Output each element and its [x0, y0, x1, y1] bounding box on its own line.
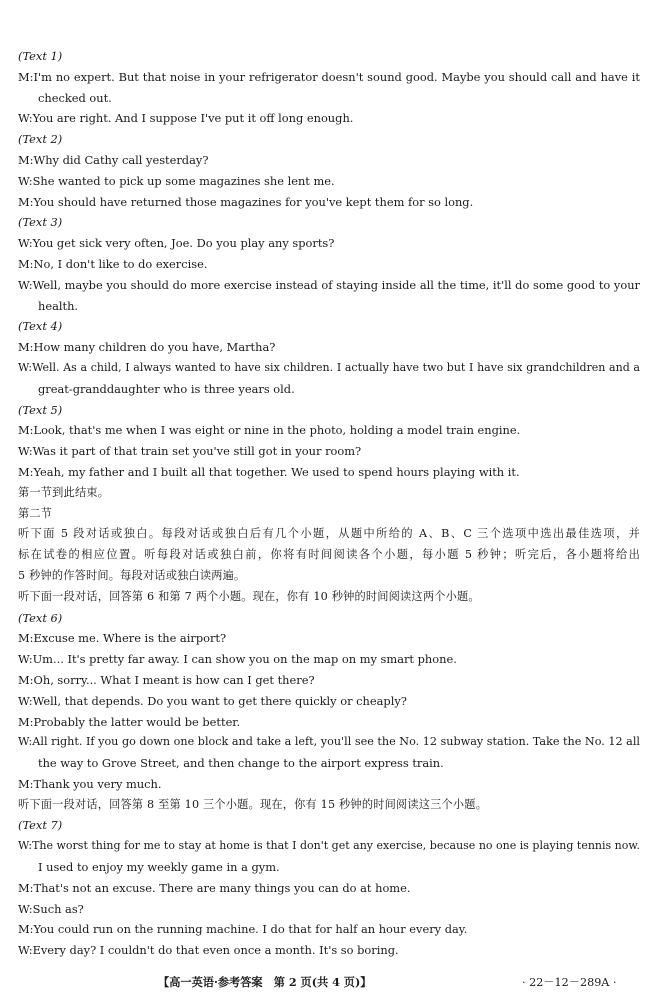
line-text: That's not an excuse. There are many things you can do at home. [33, 880, 411, 895]
instruction-line [18, 566, 640, 587]
dialog-line [18, 358, 640, 379]
line-text: I'm no expert. But that noise in your refrigerator doesn't sound good. Maybe you should call and have it [33, 69, 640, 84]
speaker-tag: M: [18, 880, 34, 895]
line-text: (Text 2) [18, 132, 63, 147]
line-text: Um... It's pretty far away. I can show you on the map on my smart phone. [32, 652, 457, 667]
dialog-line [18, 878, 640, 899]
line-text: Why did Cathy call yesterday? [33, 152, 209, 167]
dialog-line [18, 337, 640, 358]
line-text: How many children do you have, Martha? [33, 340, 276, 355]
line-text: the way to Grove Street, and then change to the airport express train. [38, 756, 444, 771]
line-text: 听下面 5 段对话或独白。每段对话或独白后有几个小题，从题中所给的 A、B、C 三个选项中选出最佳选项，并 [18, 527, 640, 541]
dialog-continuation-line [18, 296, 640, 317]
dialog-line [18, 899, 640, 920]
text-section-label [18, 608, 640, 629]
dialog-line [18, 150, 640, 171]
line-text: I used to enjoy my weekly game in a gym. [38, 860, 280, 875]
speaker-tag: M: [18, 714, 34, 729]
speaker-tag: W: [18, 277, 33, 292]
text-section-label [18, 129, 640, 150]
speaker-tag: W: [18, 901, 33, 916]
footer-document-code: · 22－12－289A · [522, 976, 617, 989]
dialog-line [18, 462, 640, 483]
line-text: 听下面一段对话，回答第 8 至第 10 三个小题。现在，你有 15 秒钟的时间阅读这三个小题。 [18, 797, 488, 811]
text-section-label [18, 46, 640, 67]
dialog-line [18, 670, 640, 691]
dialog-line [18, 254, 640, 275]
line-text: Excuse me. Where is the airport? [33, 631, 227, 646]
dialog-line [18, 628, 640, 649]
line-text: Well, that depends. Do you want to get there quickly or cheaply? [32, 693, 407, 708]
dialog-line [18, 691, 640, 712]
line-text: Probably the latter would be better. [33, 714, 241, 729]
speaker-tag: W: [18, 236, 33, 251]
speaker-tag: M: [18, 464, 34, 479]
line-text: (Text 3) [18, 215, 63, 230]
dialog-line [18, 649, 640, 670]
speaker-tag: M: [18, 152, 34, 167]
speaker-tag: M: [18, 194, 34, 209]
line-text: 5 秒钟的作答时间。每段对话或独白读两遍。 [18, 568, 246, 582]
speaker-tag: M: [18, 69, 34, 84]
instruction-line [18, 524, 640, 545]
line-text: checked out. [38, 90, 112, 105]
line-text: 标在试卷的相应位置。听每段对话或独白前，你将有时间阅读各个小题，每小题 5 秒钟；听完后，各小题将给出 [18, 548, 640, 562]
speaker-tag: W: [18, 173, 33, 188]
dialog-line [18, 192, 640, 213]
speaker-tag: W: [18, 839, 33, 853]
speaker-tag: W: [18, 735, 33, 749]
instruction-line [18, 483, 640, 504]
text-section-label [18, 212, 640, 233]
line-text: 第二节 [18, 506, 53, 520]
speaker-tag: W: [18, 943, 33, 958]
line-text: The worst thing for me to stay at home is that I don't get any exercise, because no one is playing tennis now. [32, 839, 640, 853]
line-text: No, I don't like to do exercise. [33, 256, 208, 271]
line-text: Well, maybe you should do more exercise instead of staying inside all the time, it'll do some good to your [32, 277, 640, 292]
line-text: Thank you very much. [33, 776, 162, 791]
line-text: great-granddaughter who is three years old. [38, 381, 295, 396]
line-text: (Text 6) [18, 610, 63, 625]
line-text: Yeah, my father and I built all that together. We used to spend hours playing with it. [33, 464, 520, 479]
instruction-line [18, 795, 640, 816]
line-text: She wanted to pick up some magazines she lent me. [32, 173, 335, 188]
speaker-tag: W: [18, 444, 33, 459]
dialog-line [18, 233, 640, 254]
line-text: You could run on the running machine. I do that for half an hour every day. [33, 922, 468, 937]
speaker-tag: W: [18, 693, 33, 708]
speaker-tag: M: [18, 256, 34, 271]
page-footer [0, 972, 653, 994]
line-text: You are right. And I suppose I've put it off long enough. [32, 111, 354, 126]
line-text: health. [38, 298, 79, 313]
speaker-tag: M: [18, 776, 34, 791]
line-text: (Text 1) [18, 49, 63, 63]
speaker-tag: M: [18, 631, 34, 646]
speaker-tag: W: [18, 111, 33, 126]
dialog-line [18, 441, 640, 462]
line-text: Every day? I couldn't do that even once a month. It's so boring. [32, 943, 399, 958]
speaker-tag: M: [18, 672, 34, 687]
line-text: Was it part of that train set you've still got in your room? [32, 444, 362, 459]
instruction-line [18, 587, 640, 608]
dialog-line [18, 836, 640, 857]
line-text: Such as? [32, 901, 84, 916]
dialog-line [18, 919, 640, 940]
speaker-tag: M: [18, 922, 34, 937]
dialog-line [18, 171, 640, 192]
text-section-label [18, 316, 640, 337]
dialog-line [18, 420, 640, 441]
line-text: Look, that's me when I was eight or nine in the photo, holding a model train engine. [33, 423, 521, 438]
dialog-line [18, 774, 640, 795]
line-text: (Text 4) [18, 319, 63, 334]
dialog-line [18, 732, 640, 753]
instruction-line [18, 545, 640, 566]
line-text: (Text 5) [18, 402, 63, 417]
line-text: All right. If you go down one block and take a left, you'll see the No. 12 subway station. Take the No. 12 all [32, 735, 640, 749]
dialog-line [18, 108, 640, 129]
speaker-tag: W: [18, 360, 33, 374]
line-text: 听下面一段对话，回答第 6 和第 7 两个小题。现在，你有 10 秒钟的时间阅读这两个小题。 [18, 589, 480, 603]
line-text: 第一节到此结束。 [18, 485, 110, 499]
speaker-tag: M: [18, 423, 34, 438]
dialog-continuation-line [18, 857, 640, 878]
dialog-continuation-line [18, 88, 640, 109]
instruction-line [18, 504, 640, 525]
dialog-line [18, 67, 640, 88]
dialog-line [18, 940, 640, 961]
dialog-continuation-line [18, 753, 640, 774]
line-text: (Text 7) [18, 818, 63, 833]
dialog-continuation-line [18, 379, 640, 400]
transcript-document [18, 46, 640, 961]
line-text: Well. As a child, I always wanted to have six children. I actually have two but I have six grandchildren and a [32, 360, 640, 374]
speaker-tag: W: [18, 652, 33, 667]
footer-page-info: 【高一英语·参考答案 第 2 页(共 4 页)】 [158, 975, 372, 989]
dialog-line [18, 275, 640, 296]
speaker-tag: M: [18, 340, 34, 355]
text-section-label [18, 815, 640, 836]
line-text: You get sick very often, Joe. Do you play any sports? [32, 236, 335, 251]
text-section-label [18, 400, 640, 421]
dialog-line [18, 712, 640, 733]
line-text: You should have returned those magazines for you've kept them for so long. [33, 194, 474, 209]
line-text: Oh, sorry... What I meant is how can I get there? [33, 672, 315, 687]
